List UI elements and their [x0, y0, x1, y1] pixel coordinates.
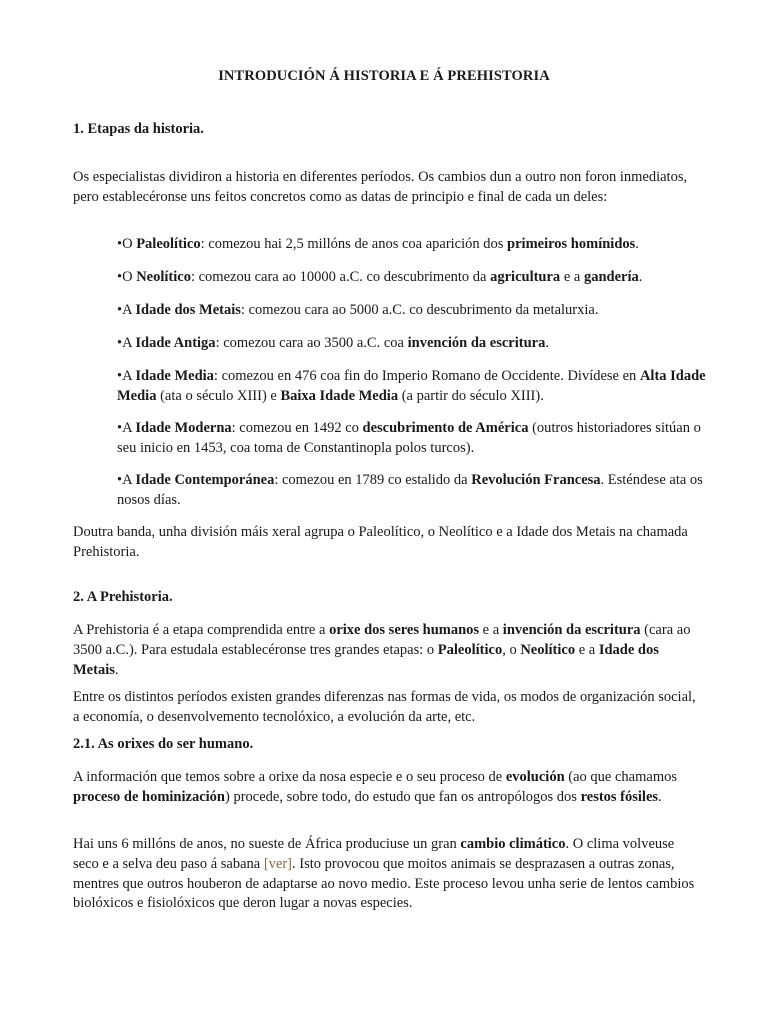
section1-outro: Doutra banda, unha división máis xeral agrupa o Paleolítico, o Neolítico e a Idade dos Metais na chamada Prehistoria.: [73, 524, 688, 560]
section-heading-prehistoria: 2. A Prehistoria.: [73, 589, 173, 605]
bullet-paleolitico: •O Paleolítico: comezou hai 2,5 millóns de anos coa aparición dos primeiros homínidos.: [117, 236, 639, 252]
section1-intro: Os especialistas dividiron a historia en diferentes períodos. Os cambios dun a outro non foron inmediatos, pero establecéronse uns feitos concretos como as datas de principio e final de cada un deles:: [73, 169, 688, 205]
document-title: INTRODUCIÓN Á HISTORIA E Á PREHISTORIA: [218, 68, 550, 84]
bullet-idade-contemporanea: •A Idade Contemporánea: comezou en 1789 co estalido da Revolución Francesa. Esténdese ata os nosos días.: [117, 472, 703, 508]
section-heading-orixes: 2.1. As orixes do ser humano.: [73, 736, 254, 752]
bullet-idade-moderna: •A Idade Moderna: comezou en 1492 co descubrimento de América (outros historiadores sitúan o seu inicio en 1453, coa toma de Constantinopla polos turcos).: [117, 420, 701, 456]
section-heading-etapas: 1. Etapas da historia.: [73, 121, 204, 137]
bullet-idade-media: •A Idade Media: comezou en 476 coa fin do Imperio Romano de Occidente. Divídese en Alta Idade Media (ata o século XIII) e Baixa Idade Media (a partir do século XIII).: [117, 368, 706, 404]
section21-paragraph-2: Hai uns 6 millóns de anos, no sueste de África produciuse un gran cambio climático. O clima volveuse seco e a selva deu paso á sabana [ver]. Isto provocou que moitos animais se desprazasen a outras zonas, mentres que outros houberon de adaptarse ao novo medio. Este proceso levou unha serie de lentos cambios biolóxicos e fisiolóxicos que deron lugar a novas especies.: [73, 836, 695, 912]
section2-paragraph-1: A Prehistoria é a etapa comprendida entre a orixe dos seres humanos e a invención da escritura (cara ao 3500 a.C.). Para estudala establecéronse tres grandes etapas: o Paleolítico, o Neolítico e a Idade dos Metais.: [73, 622, 691, 678]
section2-paragraph-2: Entre os distintos períodos existen grandes diferenzas nas formas de vida, os modos de organización social, a economía, o desenvolvemento tecnolóxico, a evolución da arte, etc.: [73, 689, 696, 725]
ver-link[interactable]: [ver]: [263, 855, 293, 872]
bullet-neolitico: •O Neolítico: comezou cara ao 10000 a.C. co descubrimento da agricultura e a gandería.: [117, 269, 643, 285]
section21-paragraph-1: A información que temos sobre a orixe da nosa especie e o seu proceso de evolución (ao que chamamos proceso de hominización) procede, sobre todo, do estudo que fan os antropólogos dos restos fósiles.: [73, 769, 677, 805]
bullet-idade-dos-metais: •A Idade dos Metais: comezou cara ao 5000 a.C. co descubrimento da metalurxia.: [117, 302, 599, 318]
bullet-idade-antiga: •A Idade Antiga: comezou cara ao 3500 a.C. coa invención da escritura.: [117, 335, 549, 351]
